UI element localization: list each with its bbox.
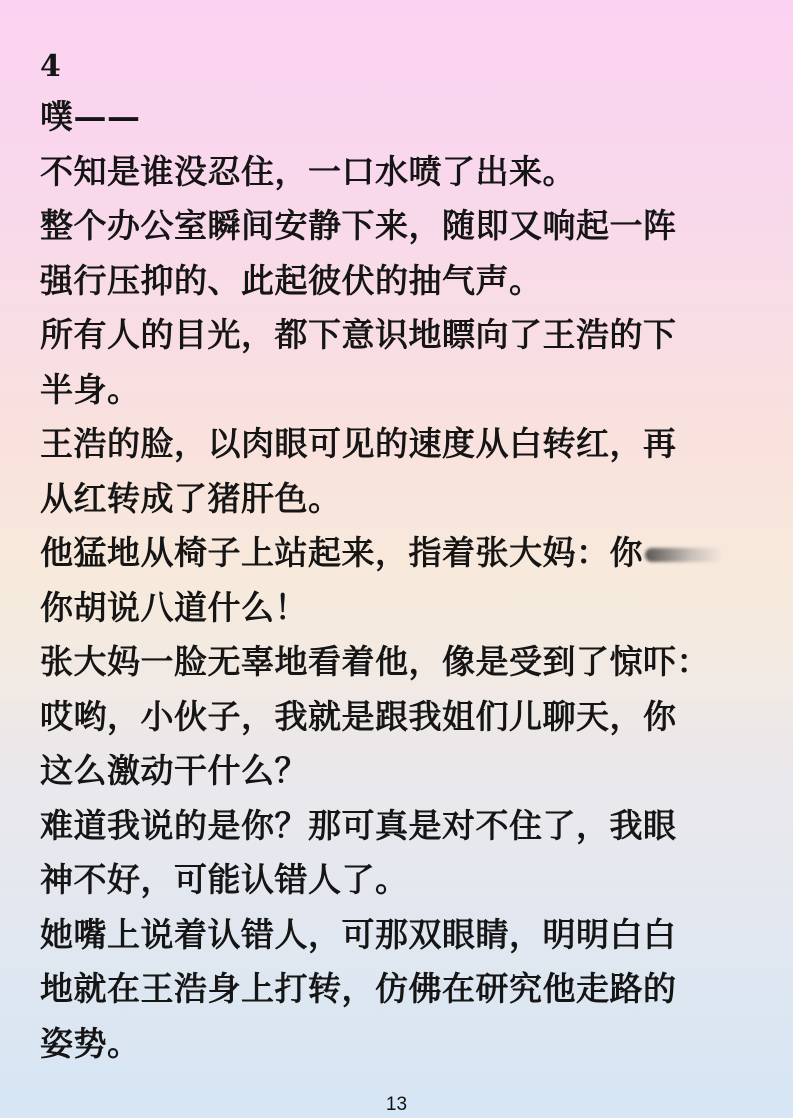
text-line: 地就在王浩身上打转，仿佛在研究他走路的	[40, 969, 677, 1008]
text-line: 半身。	[40, 369, 141, 409]
text-line: 她嘴上说着认错人，可那双眼睛，明明白白	[40, 914, 677, 954]
text-line: 噗——	[40, 97, 141, 136]
chapter-number: 4	[40, 49, 61, 84]
text-line: 难道我说的是你？那可真是对不住了，我眼	[40, 805, 677, 845]
text-line: 强行压抑的、此起彼伏的抽气声。	[40, 260, 543, 300]
text-line: 王浩的脸，以肉眼可见的速度从白转红，再	[40, 424, 677, 463]
faded-dash-mark	[645, 548, 723, 562]
page-number: 13	[385, 1094, 408, 1115]
page-content	[40, 44, 760, 1071]
text-line: 整个办公室瞬间安静下来，随即又响起一阵	[40, 206, 677, 245]
text-line: 所有人的目光，都下意识地瞟向了王浩的下	[40, 315, 677, 354]
text-line: 不知是谁没忍住，一口水喷了出来。	[40, 151, 576, 191]
text-line-with-dash	[40, 526, 760, 581]
text-line: 神不好，可能认错人了。	[40, 860, 409, 899]
text-line: 你胡说八道什么！	[40, 587, 308, 627]
text-line: 张大妈一脸无辜地看着他，像是受到了惊吓：	[40, 642, 710, 681]
text-line-content: 他猛地从椅子上站起来，指着张大妈：你	[40, 533, 643, 572]
text-line: 这么激动干什么？	[40, 751, 308, 790]
text-line: 哎哟，小伙子，我就是跟我姐们儿聊天，你	[40, 696, 677, 736]
text-line: 姿势。	[40, 1023, 141, 1063]
text-line: 从红转成了猪肝色。	[40, 478, 342, 518]
